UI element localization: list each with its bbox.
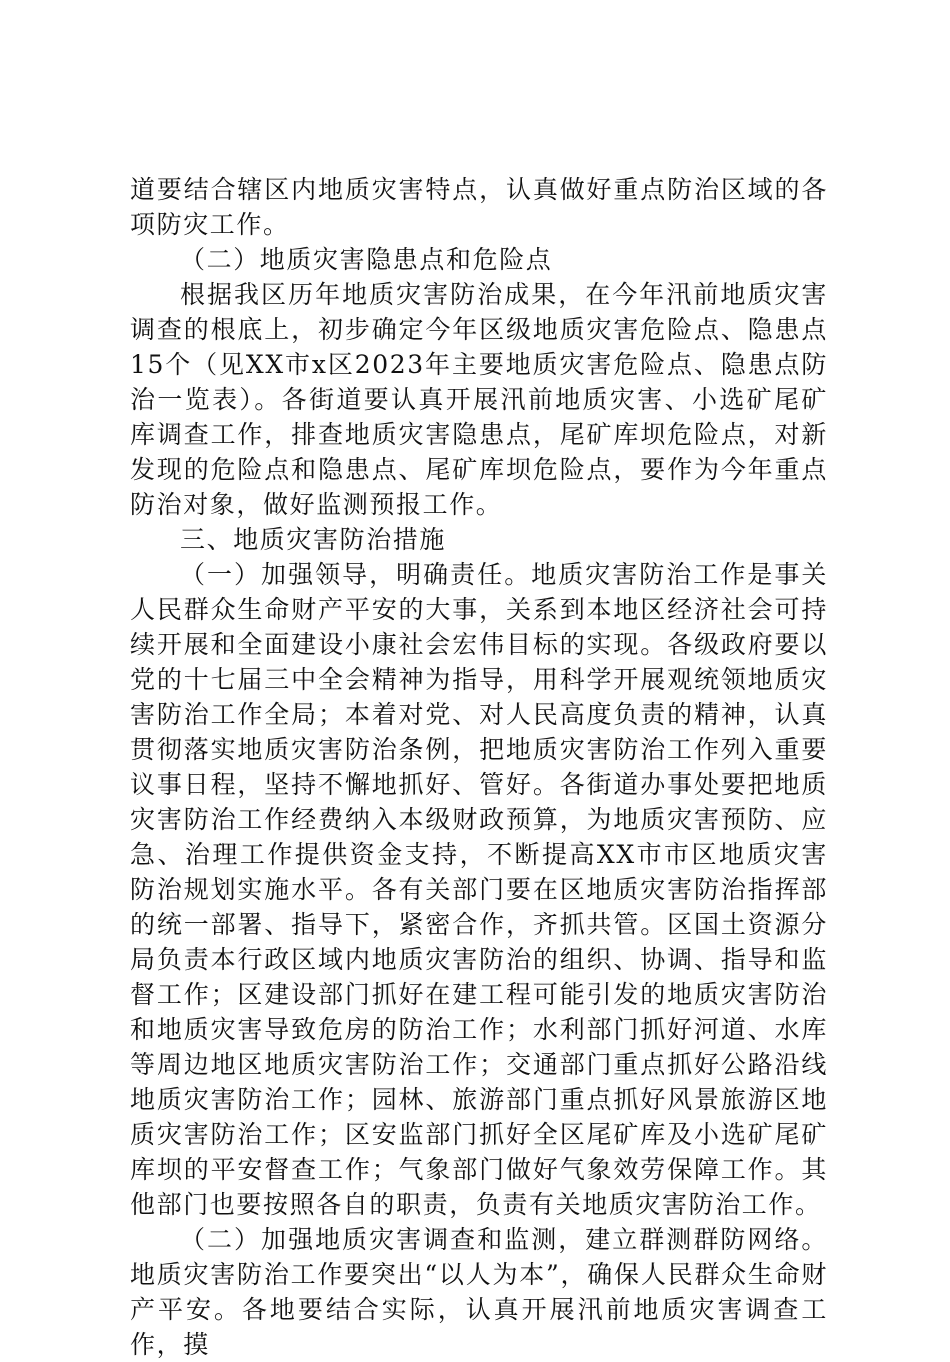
section-heading-measures: 三、地质灾害防治措施	[180, 525, 447, 554]
paragraph-survey-monitoring: （二）加强地质灾害调查和监测，建立群测群防网络。地质灾害防治工作要突出“以人为本”，确保人民群众生命财产平安。各地要结合实际，认真开展汛前地质灾害调查工作，摸	[130, 1225, 828, 1359]
document-page	[130, 172, 828, 1362]
paragraph-leadership: （一）加强领导，明确责任。地质灾害防治工作是事关人民群众生命财产平安的大事，关系到本地区经济社会可持续开展和全面建设小康社会宏伟目标的实现。各级政府要以党的十七届三中全会精神为指导，用科学开展观统领地质灾害防治工作全局；本着对党、对人民高度负责的精神，认真贯彻落实地质灾害防治条例，把地质灾害防治工作列入重要议事日程，坚持不懈地抓好、管好。各街道办事处要把地质灾害防治工作经费纳入本级财政预算，为地质灾害预防、应急、治理工作提供资金支持，不断提高XX市市区地质灾害防治规划实施水平。各有关部门要在区地质灾害防治指挥部的统一部署、指导下，紧密合作，齐抓共管。区国土资源分局负责本行政区域内地质灾害防治的组织、协调、指导和监督工作；区建设部门抓好在建工程可能引发的地质灾害防治和地质灾害导致危房的防治工作；水利部门抓好河道、水库等周边地区地质灾害防治工作；交通部门重点抓好公路沿线地质灾害防治工作；园林、旅游部门重点抓好风景旅游区地质灾害防治工作；区安监部门抓好全区尾矿库及小选矿尾矿库坝的平安督查工作；气象部门做好气象效劳保障工作。其他部门也要按照各自的职责，负责有关地质灾害防治工作。	[130, 560, 828, 1219]
paragraph-continuation: 道要结合辖区内地质灾害特点，认真做好重点防治区域的各项防灾工作。	[130, 175, 828, 239]
paragraph-hazard-points: 根据我区历年地质灾害防治成果，在今年汛前地质灾害调查的根底上，初步确定今年区级地质灾害危险点、隐患点15个（见XX市x区2023年主要地质灾害危险点、隐患点防治一览表）。各街道要认真开展汛前地质灾害、小选矿尾矿库调查工作，排查地质灾害隐患点，尾矿库坝危险点，对新发现的危险点和隐患点、尾矿库坝危险点，要作为今年重点防治对象，做好监测预报工作。	[130, 280, 828, 519]
subheading-hazard-points: （二）地质灾害隐患点和危险点	[180, 245, 553, 274]
